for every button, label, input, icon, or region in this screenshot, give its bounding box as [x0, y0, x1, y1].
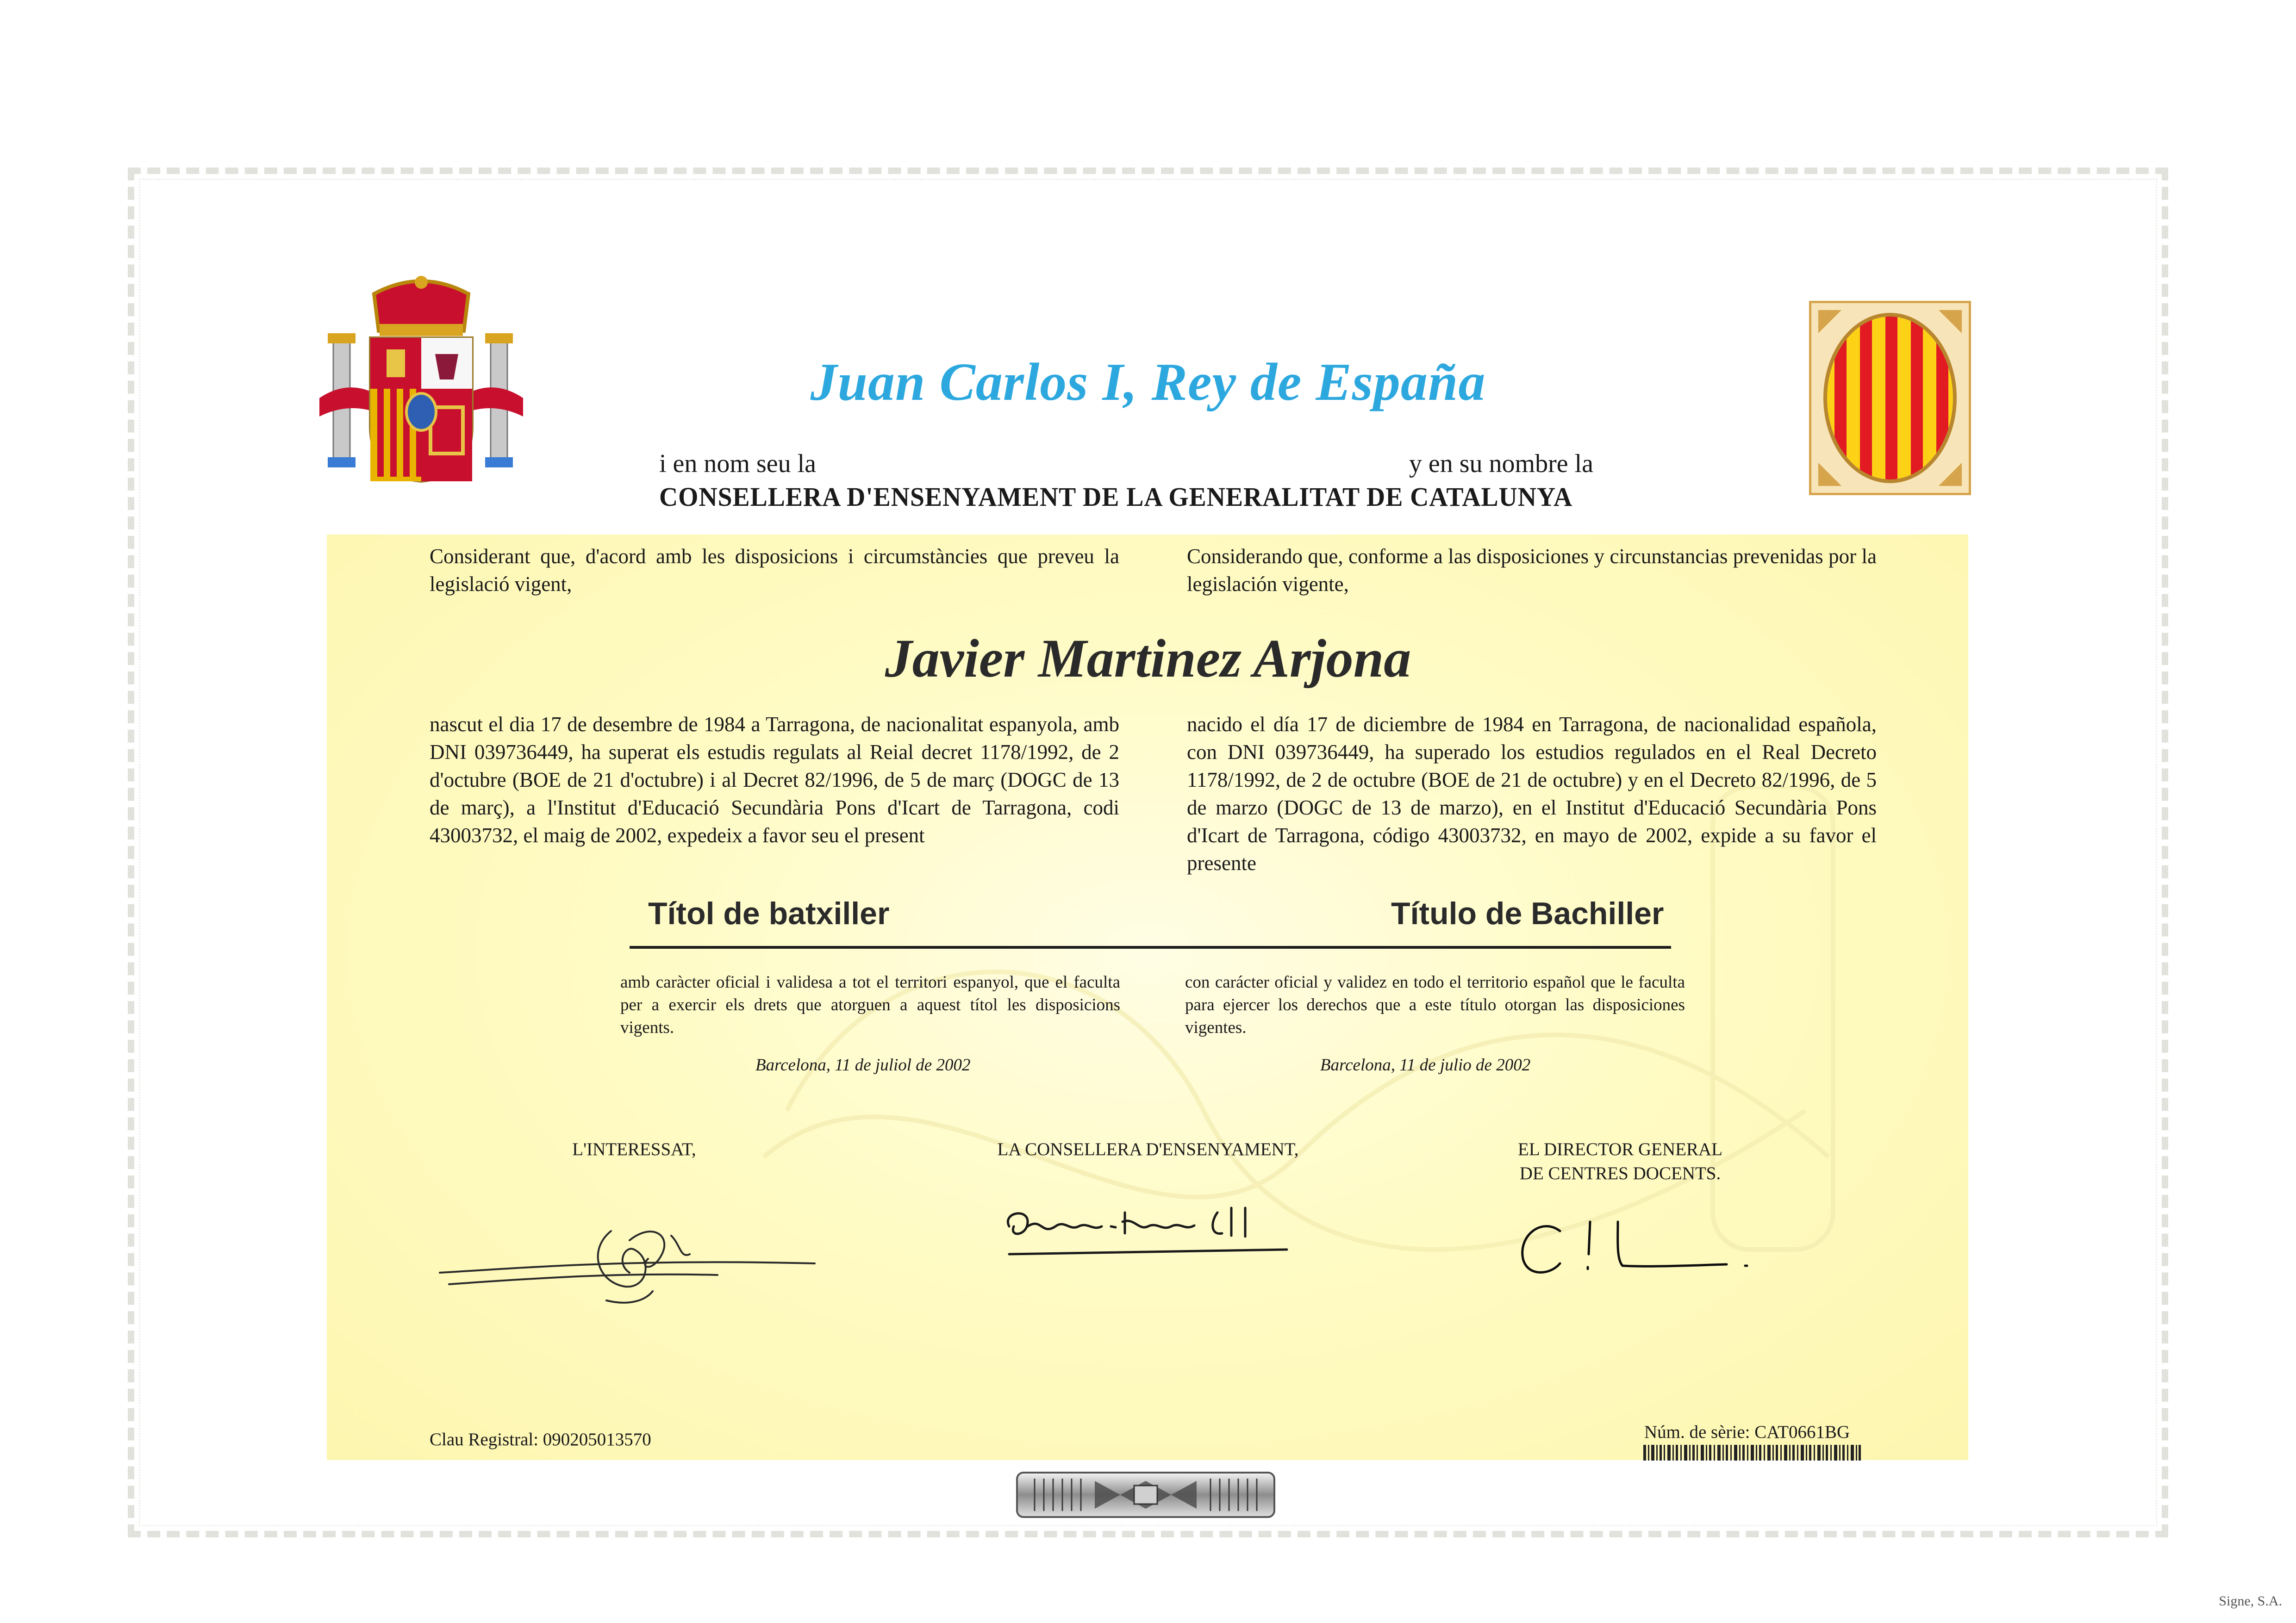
printer-credit: Signe, S.A.	[2219, 1593, 2282, 1609]
issuing-authority: CONSELLERA D'ENSENYAMENT DE LA GENERALITAT DE CATALUNYA	[659, 482, 1573, 512]
director-label-line-2: DE CENTRES DOCENTS.	[1519, 1163, 1721, 1183]
king-title: Juan Carlos I, Rey de España	[810, 353, 1486, 412]
degree-title-spanish: Título de Bachiller	[1391, 896, 1664, 931]
director-label-line-1: EL DIRECTOR GENERAL	[1518, 1139, 1722, 1159]
intro-spanish: Considerando que, conforme a las disposiciones y circunstancias prevenidas por la legislación vigente,	[1187, 545, 1877, 596]
director-signature-label	[1491, 1138, 1750, 1186]
councillor-signature-label: LA CONSELLERA D'ENSENYAMENT,	[997, 1139, 1299, 1159]
body-spanish: nacido el día 17 de diciembre de 1984 en Tarragona, de nacionalidad española, con DNI 039736449, ha superado los estudios regulados en el Real Decreto 1178/1992, de 2 de octubre (BOE de 21 de octubre) y en el Decreto 82/1996, de 5 de marzo (DOGC de 13 de marzo), en el Institut d'Educació Secundària Pons d'Icart de Tarragona, código 43003732, en mayo de 2002, expide a su favor el presente	[1187, 713, 1877, 875]
place-date-catalan: Barcelona, 11 de juliol de 2002	[755, 1056, 971, 1075]
place-date-spanish: Barcelona, 11 de julio de 2002	[1320, 1056, 1531, 1075]
director-signature	[1509, 1208, 1787, 1287]
holder-name: Javier Martinez Arjona	[885, 628, 1411, 689]
registry-key: Clau Registral: 090205013570	[430, 1430, 651, 1449]
intro-catalan: Considerant que, d'acord amb les disposicions i circumstàncies que preveu la legislació vigent,	[430, 545, 1119, 596]
serial-number: Núm. de sèrie: CAT0661BG	[1644, 1422, 1850, 1442]
validity-spanish: con carácter oficial y validez en todo el territorio español que le faculta para ejercer los derechos que a este título otorgan las disposiciones vigentes.	[1185, 973, 1685, 1037]
body-catalan: nascut el dia 17 de desembre de 1984 a Tarragona, de nacionalitat espanyola, amb DNI 039736449, ha superat els estudis regulats al Reial decret 1178/1992, de 2 d'octubre (BOE de 21 d'octubre) i al Decret 82/1996, de 5 de març (DOGC de 13 de març), a l'Institut d'Educació Secundària Pons d'Icart de Tarragona, codi 43003732, el maig de 2002, expedeix a favor seu el present	[430, 713, 1119, 847]
degree-title-catalan: Títol de batxiller	[648, 896, 890, 931]
councillor-signature	[1000, 1199, 1301, 1273]
degree-divider	[630, 946, 1671, 949]
barcode	[1643, 1445, 1861, 1461]
holder-signature-label: L'INTERESSAT,	[572, 1139, 696, 1159]
holder-signature	[430, 1203, 847, 1314]
watermark-pattern	[694, 787, 1898, 1388]
validity-catalan: amb caràcter oficial i validesa a tot el territori espanyol, que el faculta per a exercir els drets que atorguen a aquest títol les disposicions vigents.	[620, 973, 1120, 1037]
in-name-spanish: y en su nombre la	[1409, 449, 1593, 478]
security-seal-strip	[1016, 1472, 1275, 1518]
in-name-catalan: i en nom seu la	[659, 449, 817, 478]
